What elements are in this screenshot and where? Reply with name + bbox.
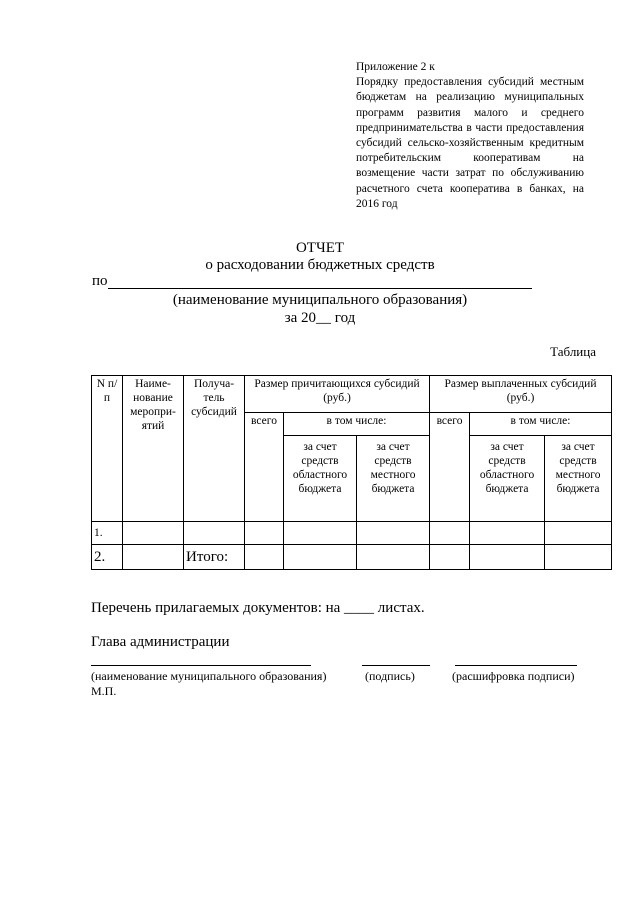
report-table (91, 375, 612, 570)
head-admin-label: Глава администрации (91, 634, 230, 650)
municipality-blank-line (108, 288, 532, 289)
signature-line (362, 665, 430, 666)
header-recipient: Получа-тель субсидий (184, 376, 245, 522)
decoding-label: (расшифровка подписи) (452, 669, 575, 683)
header-due-total: всего (245, 413, 284, 522)
seal-label: М.П. (91, 684, 117, 698)
municipality-caption: (наименование муниципального образования) (172, 292, 468, 308)
by-prefix: по (92, 273, 108, 289)
row-recipient (184, 522, 245, 545)
header-paid-regional: за счет средств областного бюджета (470, 436, 545, 522)
row-cell (123, 522, 184, 545)
row-cell (357, 522, 430, 545)
table-row (92, 545, 612, 570)
report-subtitle: о расходовании бюджетных средств (205, 257, 435, 273)
row-num: 1. (92, 522, 123, 545)
header-due-including: в том числе: (284, 413, 430, 436)
header-due: Размер причитающихся субсидий (руб.) (245, 376, 430, 413)
header-due-local: за счет средств местного бюджета (357, 436, 430, 522)
row-cell (284, 545, 357, 570)
row-cell (430, 545, 470, 570)
row-cell (545, 545, 612, 570)
header-paid: Размер выплаченных субсидий (руб.) (430, 376, 612, 413)
row-cell (470, 545, 545, 570)
header-due-regional: за счет средств областного бюджета (284, 436, 357, 522)
row-cell (245, 522, 284, 545)
appendix-block (356, 60, 584, 212)
table-row (92, 522, 612, 545)
row-cell (123, 545, 184, 570)
report-title: ОТЧЕТ (295, 240, 345, 256)
header-paid-total: всего (430, 413, 470, 522)
row-cell (470, 522, 545, 545)
row-recipient: Итого: (184, 545, 245, 570)
decoding-signature-line (455, 665, 577, 666)
header-num: N п/п (92, 376, 123, 522)
header-paid-local: за счет средств местного бюджета (545, 436, 612, 522)
row-cell (284, 522, 357, 545)
row-cell (245, 545, 284, 570)
row-cell (430, 522, 470, 545)
row-cell (357, 545, 430, 570)
municipality-signature-line (91, 665, 311, 666)
year-line: за 20__ год (284, 310, 356, 326)
header-paid-including: в том числе: (470, 413, 612, 436)
row-num: 2. (92, 545, 123, 570)
appendix-line1: Приложение 2 к (356, 61, 435, 73)
municipality-label: (наименование муниципального образования) (91, 669, 327, 683)
row-cell (545, 522, 612, 545)
appendix-body: Порядку предоставления субсидий местным бюджетам на реализацию муниципальных программ развития малого и среднего предпринимательства в части предоставления субсидий сельско-хозяйственным кредитным потребительским кооперативам на возмещение части затрат по обслуживанию расчетного счета кооператива в банках, на 2016 год (356, 76, 584, 210)
documents-line: Перечень прилагаемых документов: на ____ листах. (91, 600, 425, 616)
table-caption: Таблица (550, 344, 596, 359)
header-name: Наиме-нование меропри-ятий (123, 376, 184, 522)
signature-label: (подпись) (365, 669, 415, 683)
